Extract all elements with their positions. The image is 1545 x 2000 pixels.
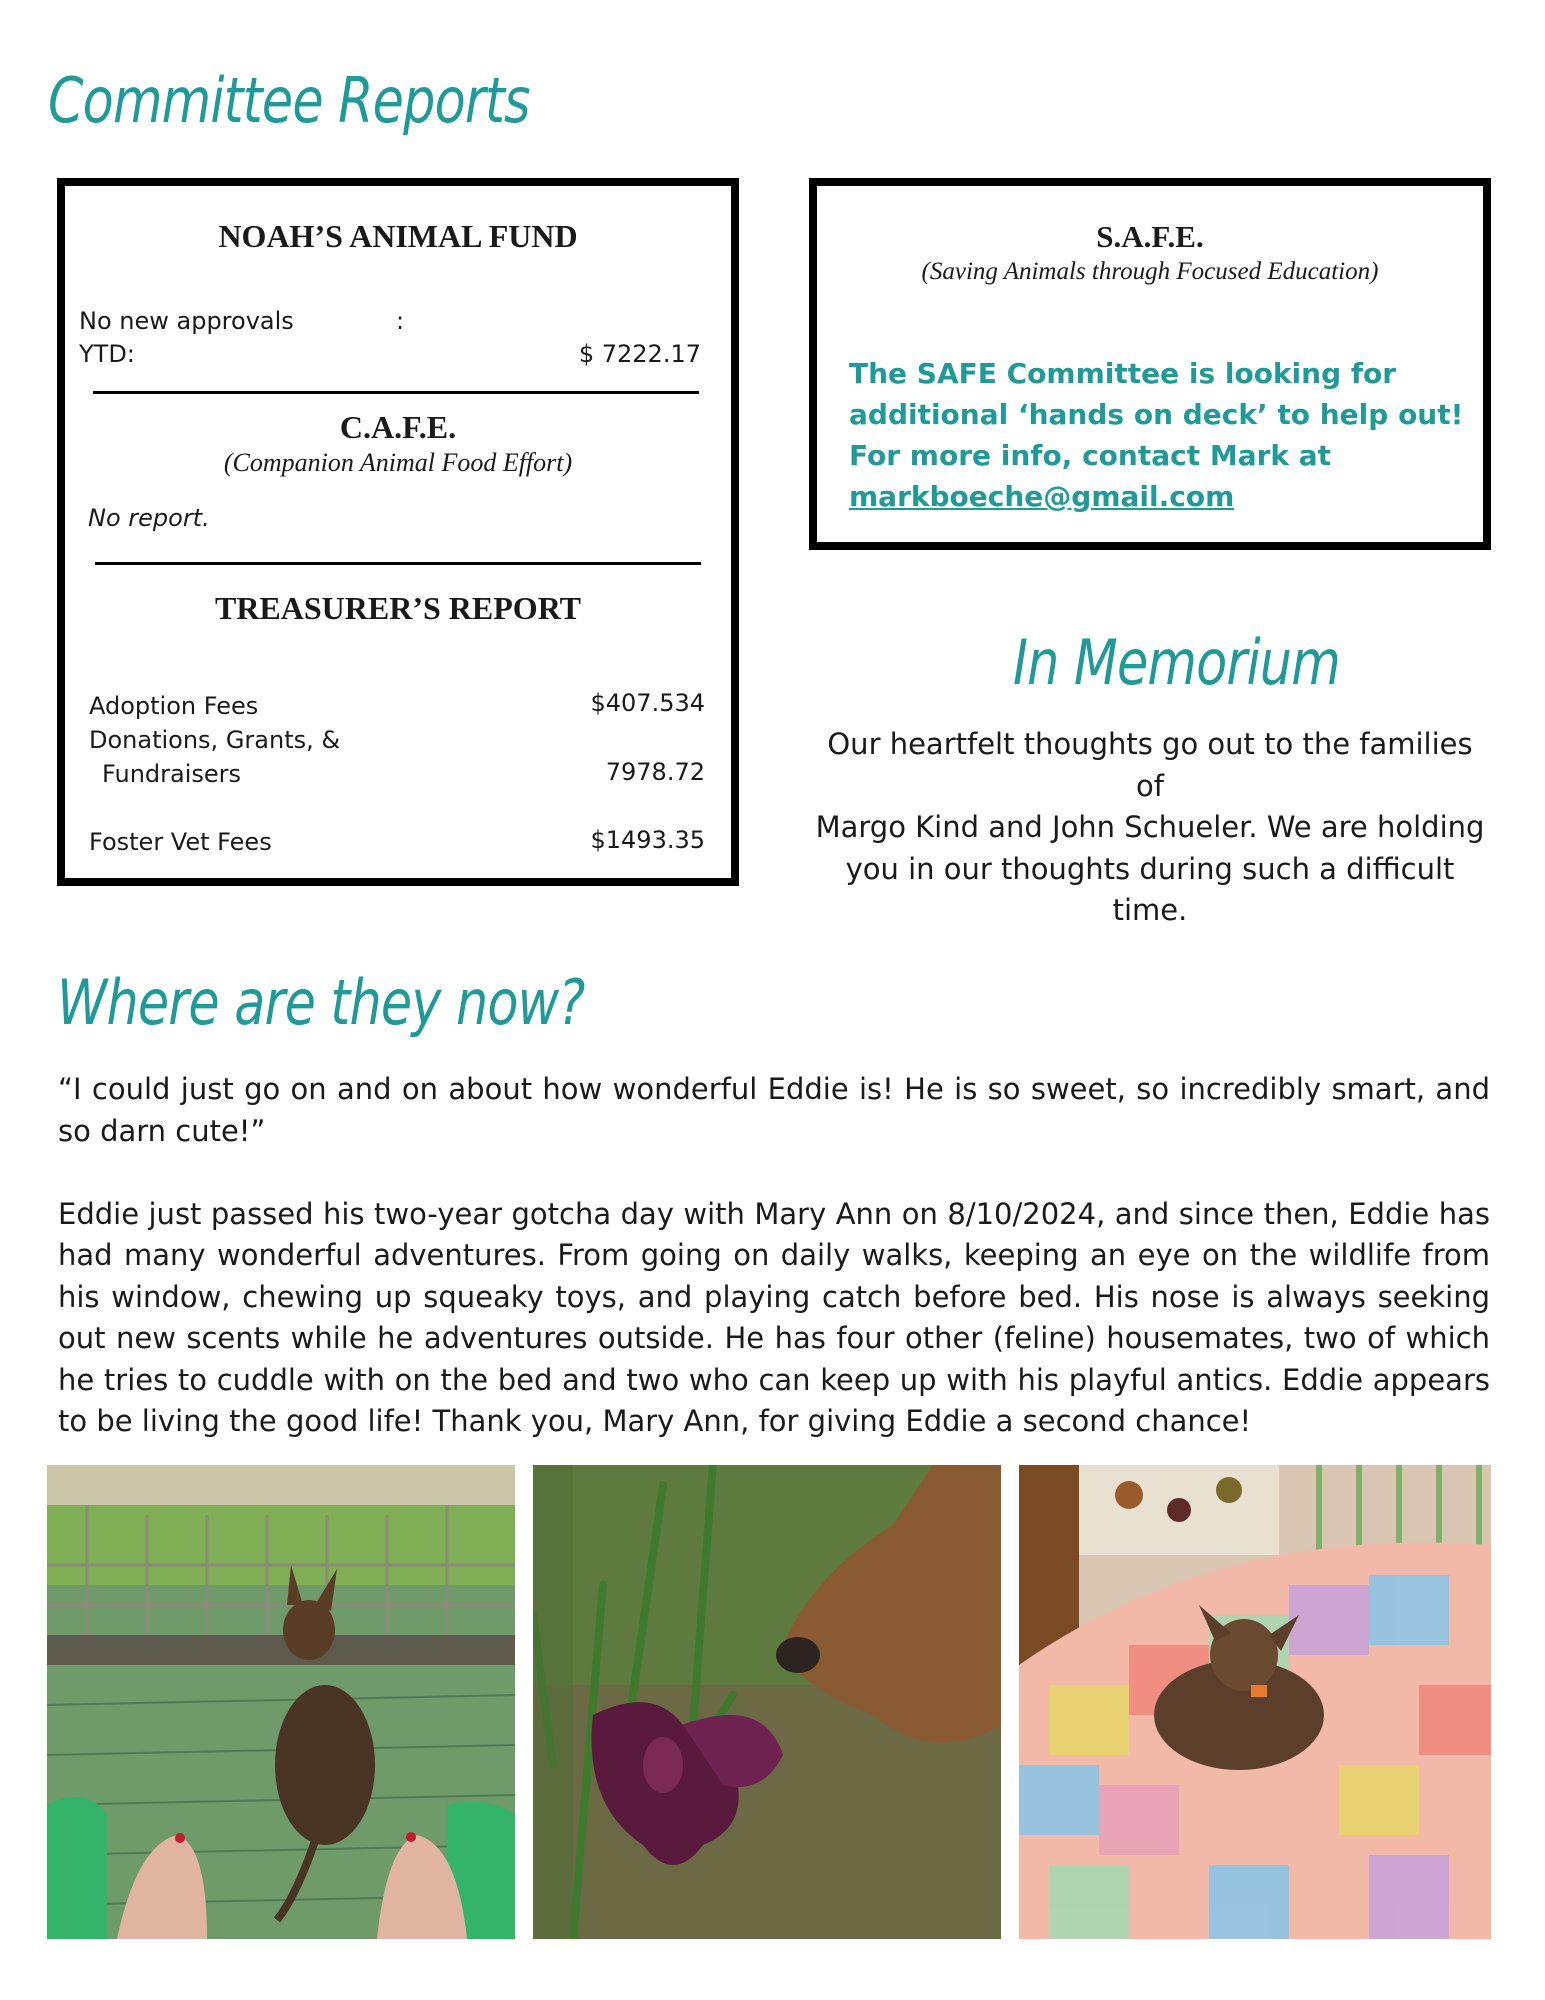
cafe-report: No report. xyxy=(88,504,210,532)
story-text xyxy=(58,1069,1490,1443)
dog-sniffing-iris-illustration xyxy=(533,1465,1001,1939)
foster-vet-fees-label: Foster Vet Fees xyxy=(89,828,272,856)
committee-reports-heading: Committee Reports xyxy=(48,64,530,137)
no-new-approvals-colon: : xyxy=(396,307,405,335)
dog-on-deck-illustration xyxy=(47,1465,515,1939)
ytd-value: $ 7222.17 xyxy=(578,340,701,368)
photo-dog-sniffing-iris xyxy=(533,1465,1001,1939)
memorium-line-4: time. xyxy=(1112,893,1188,927)
photo-dog-on-deck xyxy=(47,1465,515,1939)
treasurer-title: TREASURER’S REPORT xyxy=(214,590,582,626)
where-are-they-now-heading: Where are they now? xyxy=(57,966,585,1039)
noahs-fund-title: NOAH’S ANIMAL FUND xyxy=(218,218,578,254)
adoption-fees-value: $407.534 xyxy=(590,689,705,717)
dog-on-quilt-illustration xyxy=(1019,1465,1491,1939)
foster-vet-fees-value: $1493.35 xyxy=(590,826,705,854)
memorium-line-2: Margo Kind and John Schueler. We are holding xyxy=(815,810,1485,844)
divider xyxy=(93,391,699,394)
safe-subtitle: (Saving Animals through Focused Education) xyxy=(921,258,1379,285)
cafe-title: C.A.F.E. xyxy=(339,409,457,445)
divider xyxy=(95,562,701,565)
ytd-label: YTD: xyxy=(79,340,135,368)
donations-value: 7978.72 xyxy=(605,758,705,786)
memorium-line-1: Our heartfelt thoughts go out to the families of xyxy=(827,727,1473,803)
no-new-approvals-label: No new approvals xyxy=(79,307,294,335)
safe-message xyxy=(849,353,1463,517)
safe-line-3: For more info, contact Mark at xyxy=(849,439,1332,472)
memorium-text xyxy=(809,724,1491,932)
donations-label: Donations, Grants, & xyxy=(89,726,341,754)
in-memorium-heading: In Memorium xyxy=(1013,626,1340,699)
safe-box xyxy=(809,178,1491,550)
fundraisers-label: Fundraisers xyxy=(102,760,242,788)
story-paragraph: Eddie just passed his two-year gotcha day with Mary Ann on 8/10/2024, and since then, Eddie has had many wonderful adventures. From going on daily walks, keeping an eye on the wildlife from his window, chewing up squeaky toys, and playing catch before bed. His nose is always seeking out new scents while he adventures outside. He has four other (feline) housemates, two of which he tries to cuddle with on the bed and two who can keep up with his playful antics. Eddie appears to be living the good life! Thank you, Mary Ann, for giving Eddie a second chance! xyxy=(58,1196,1490,1438)
adoption-fees-label: Adoption Fees xyxy=(89,692,259,720)
reports-box xyxy=(57,178,739,886)
safe-title: S.A.F.E. xyxy=(1096,219,1204,254)
safe-line-2: additional ‘hands on deck’ to help out! xyxy=(849,398,1464,431)
cafe-subtitle: (Companion Animal Food Effort) xyxy=(223,448,573,477)
photo-dog-on-quilt xyxy=(1019,1465,1491,1939)
memorium-line-3: you in our thoughts during such a difficult xyxy=(845,851,1455,886)
safe-email-link[interactable]: markboeche@gmail.com xyxy=(849,480,1235,513)
safe-line-1: The SAFE Committee is looking for xyxy=(849,357,1397,390)
story-quote: “I could just go on and on about how wonderful Eddie is! He is so sweet, so incredibly smart, and so darn cute!” xyxy=(58,1072,1490,1148)
